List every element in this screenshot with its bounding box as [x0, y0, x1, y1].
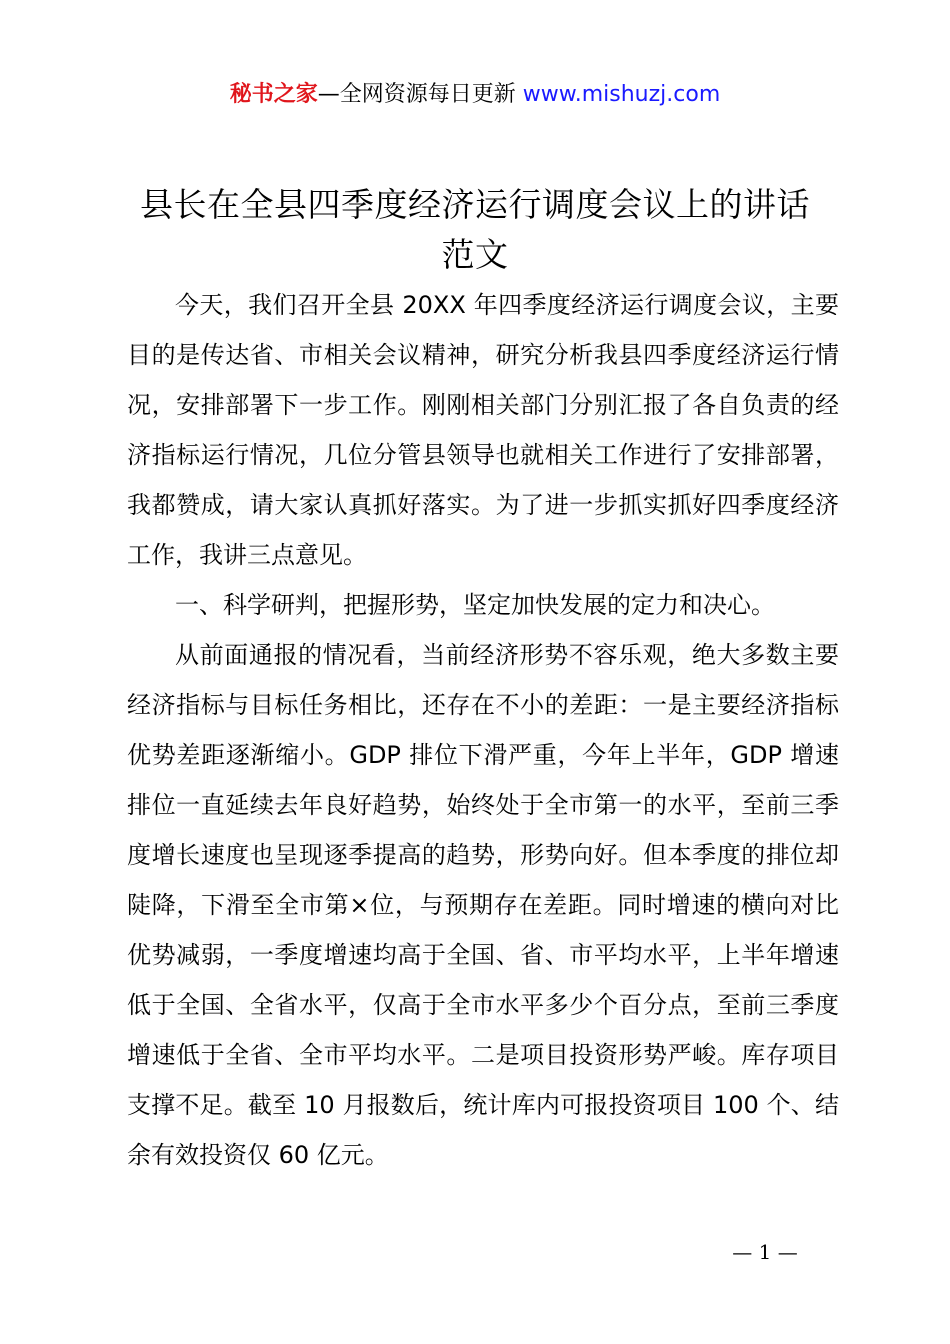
site-header — [0, 78, 950, 112]
document-title — [100, 180, 850, 280]
document-body — [127, 280, 839, 1180]
paragraph-intro: 今天，我们召开全县 20XX 年四季度经济运行调度会议，主要目的是传达省、市相关会议精神，研究分析我县四季度经济运行情况，安排部署下一步工作。刚刚相关部门分别汇报了各自负责的经济指标运行情况，几位分管县领导也就相关工作进行了安排部署，我都赞成，请大家认真抓好落实。为了进一步抓实抓好四季度经济工作，我讲三点意见。 — [127, 291, 839, 569]
site-url-link[interactable]: www.mishuzj.com — [522, 82, 721, 107]
site-tagline: —全网资源每日更新 — [317, 82, 523, 107]
site-brand: 秘书之家 — [229, 82, 318, 107]
document-title-line-2: 范文 — [441, 235, 509, 274]
paragraph-situation: 从前面通报的情况看，当前经济形势不容乐观，绝大多数主要经济指标与目标任务相比，还存在不小的差距：一是主要经济指标优势差距逐渐缩小。GDP 排位下滑严重，今年上半年，GDP 增速排位一直延续去年良好趋势，始终处于全市第一的水平，至前三季度增长速度也呈现逐季提高的趋势，形势向好。但本季度的排位却陡降，下滑至全市第×位，与预期存在差距。同时增速的横向对比优势减弱，一季度增速均高于全国、省、市平均水平，上半年增速低于全国、全省水平，仅高于全市水平多少个百分点，至前三季度增速低于全省、全市平均水平。二是项目投资形势严峻。库存项目支撑不足。截至 10 月报数后，统计库内可报投资项目 100 个、结余有效投资仅 60 亿元。 — [127, 641, 839, 1169]
document-title-line-1: 县长在全县四季度经济运行调度会议上的讲话 — [140, 185, 810, 224]
section-heading-1: 一、科学研判，把握形势，坚定加快发展的定力和决心。 — [175, 591, 775, 619]
page-number: — 1 — — [732, 1240, 798, 1264]
